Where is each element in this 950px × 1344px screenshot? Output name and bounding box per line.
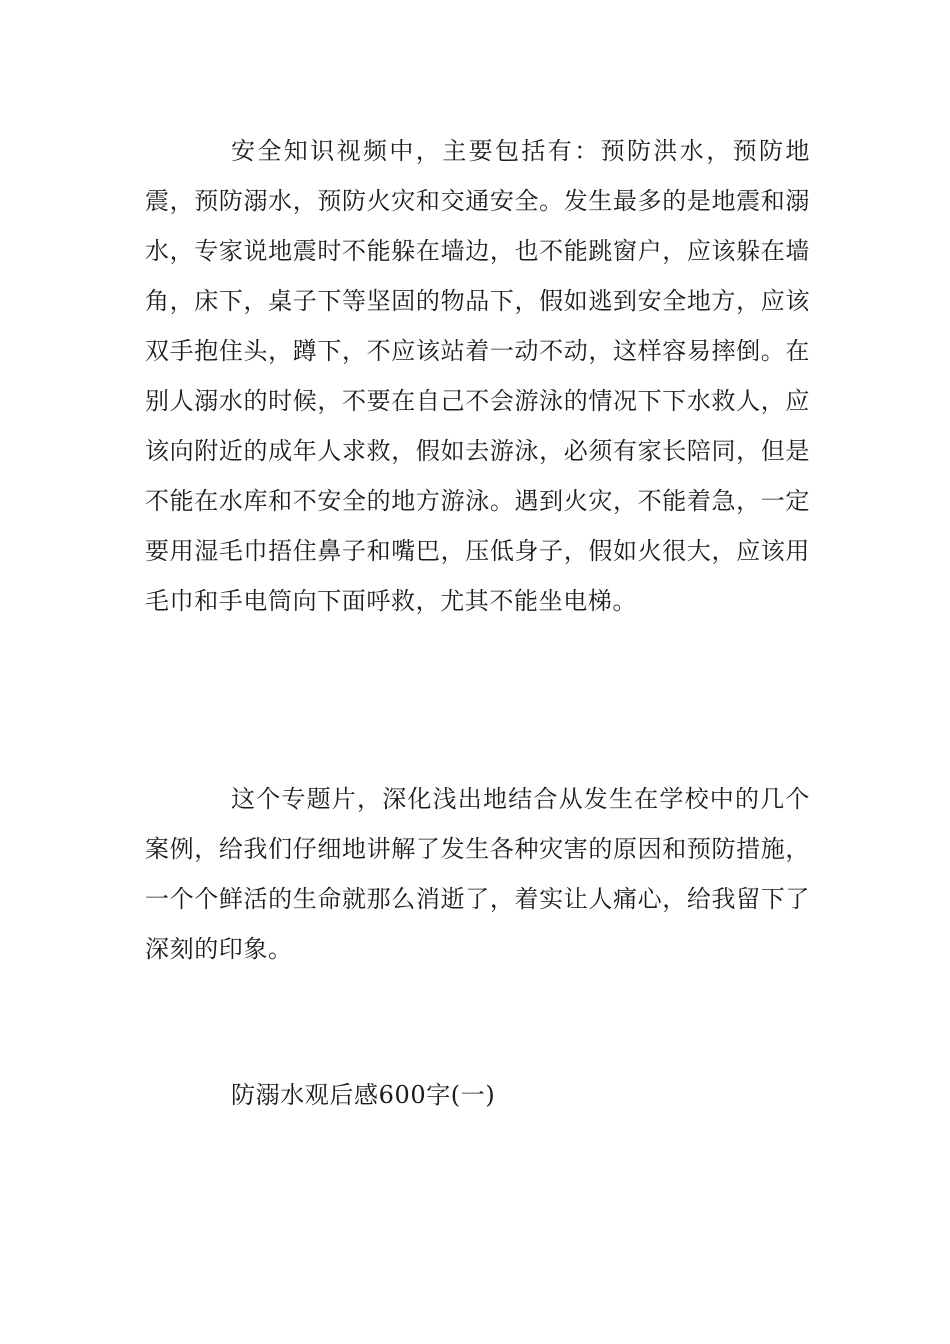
- paragraph-safety-knowledge: 安全知识视频中，主要包括有：预防洪水，预防地震，预防溺水，预防火灾和交通安全。发生最多的是地震和溺水，专家说地震时不能躲在墙边，也不能跳窗户，应该躲在墙角，床下，桌子下等坚固的物品下，假如逃到安全地方，应该双手抱住头，蹲下，不应该站着一动不动，这样容易摔倒。在别人溺水的时候，不要在自己不会游泳的情况下下水救人，应该向附近的成年人求救，假如去游泳，必须有家长陪同，但是不能在水库和不安全的地方游泳。遇到火灾，不能着急，一定要用湿毛巾捂住鼻子和嘴巴，压低身子，假如火很大，应该用毛巾和手电筒向下面呼救，尤其不能坐电梯。: [145, 137, 810, 615]
- paragraph-documentary-reflection: 这个专题片，深化浅出地结合从发生在学校中的几个案例，给我们仔细地讲解了发生各种灾害的原因和预防措施，一个个鲜活的生命就那么消逝了，着实让人痛心，给我留下了深刻的印象。: [145, 785, 810, 963]
- section-title: 防溺水观后感600字(一): [231, 1081, 496, 1109]
